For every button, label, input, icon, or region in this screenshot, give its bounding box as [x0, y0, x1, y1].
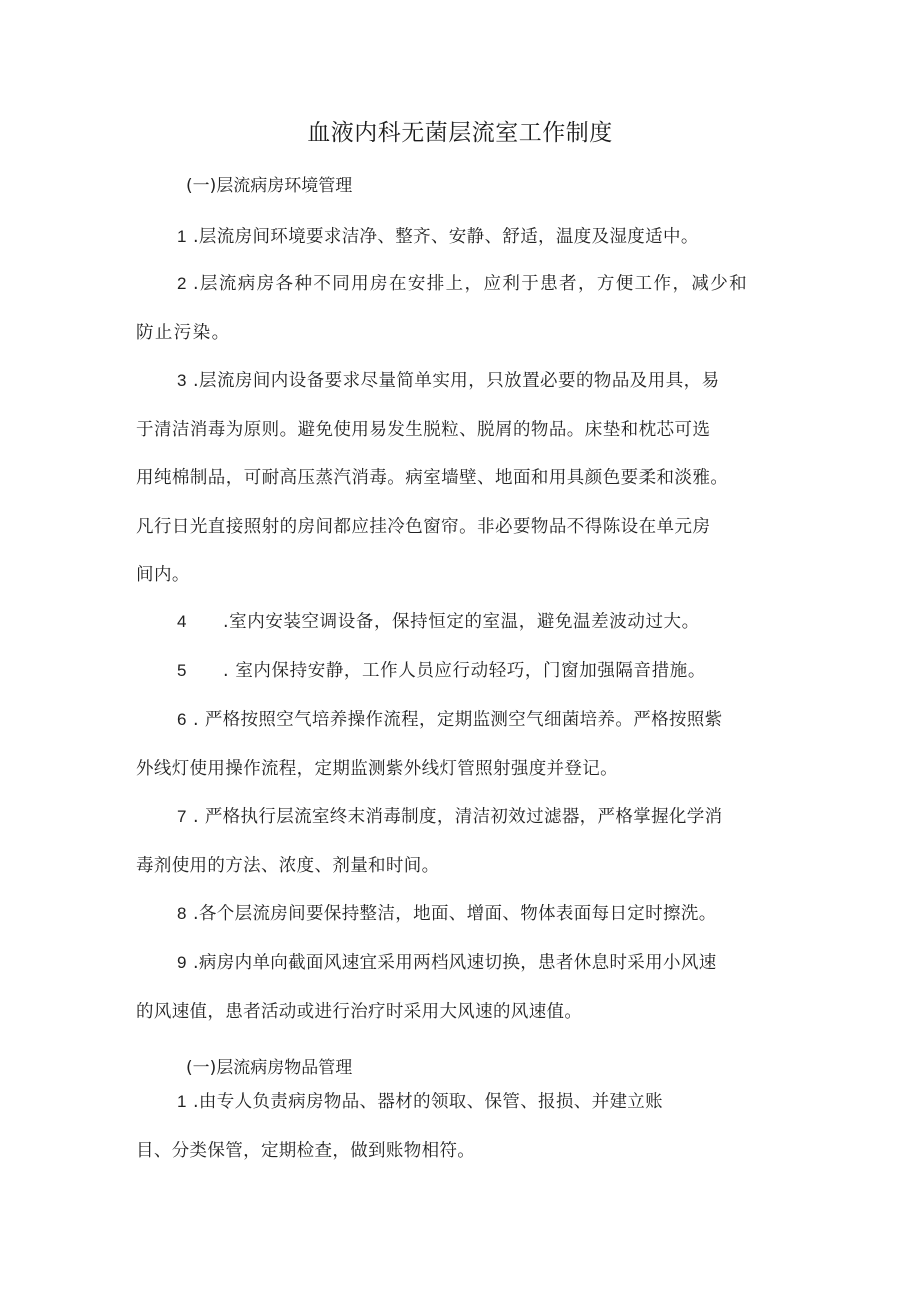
- item-number: 5: [177, 661, 188, 680]
- list-item-env-3: [136, 357, 796, 600]
- list-item-env-9: [136, 939, 796, 1036]
- item-number: 3: [177, 371, 187, 390]
- list-item-env-4: [136, 598, 796, 647]
- item-number: 4: [177, 612, 188, 631]
- document-title: 血液内科无菌层流室工作制度: [307, 120, 613, 146]
- paragraph-line: 8 .各个层流房间要保持整洁，地面、增面、物体表面每日定时擦洗。: [136, 890, 796, 939]
- item-number: 2: [177, 274, 188, 293]
- list-item-env-7: [136, 793, 796, 890]
- paragraph-line: 3 .层流房间内设备要求尽量简单实用，只放置必要的物品及用具，易: [136, 357, 796, 406]
- paragraph-line: 凡行日光直接照射的房间都应挂冷色窗帘。非必要物品不得陈设在单元房: [136, 516, 711, 537]
- item-number: 6: [177, 710, 187, 729]
- item-number: 1: [177, 227, 187, 246]
- section-heading-environment: (一)层流病房环境管理: [186, 176, 353, 196]
- paragraph-line: 6 . 严格按照空气培养操作流程，定期监测空气细菌培养。严格按照紫: [136, 696, 796, 745]
- paragraph-line: 防止污染。: [136, 322, 231, 343]
- list-item-env-6: [136, 696, 796, 793]
- item-number: 9: [177, 953, 187, 972]
- paragraph-line: 目、分类保管，定期检查，做到账物相符。: [136, 1140, 476, 1161]
- item-number: 7: [177, 807, 187, 826]
- list-item-env-1: [136, 213, 796, 262]
- paragraph-line: 1 .层流房间环境要求洁净、整齐、安静、舒适，温度及湿度适中。: [136, 213, 796, 262]
- paragraph-line: 用纯棉制品，可耐高压蒸汽消毒。病室墙壁、地面和用具颜色要柔和淡雅。: [136, 468, 729, 489]
- paragraph-line: 1 .由专人负责病房物品、器材的领取、保管、报损、并建立账: [136, 1078, 796, 1127]
- paragraph-line: 外线灯使用操作流程，定期监测紫外线灯管照射强度并登记。: [136, 758, 618, 779]
- paragraph-line: 于清洁消毒为原则。避免使用易发生脱粒、脱屑的物品。床垫和枕芯可选: [136, 419, 711, 440]
- list-item-env-2: [136, 260, 796, 357]
- paragraph-line: 间内。: [136, 565, 190, 586]
- list-item-env-8: [136, 890, 796, 939]
- paragraph-line: 2 .层流病房各种不同用房在安排上，应利于患者，方便工作，减少和: [136, 260, 796, 309]
- paragraph-line: 5 . 室内保持安静，工作人员应行动轻巧，门窗加强隔音措施。: [136, 647, 796, 696]
- item-number: 8: [177, 904, 187, 923]
- item-number: 1: [177, 1092, 187, 1111]
- paragraph-line: 4 .室内安装空调设备，保持恒定的室温，避免温差波动过大。: [136, 598, 796, 647]
- paragraph-line: 7 . 严格执行层流室终末消毒制度，清洁初效过滤器，严格掌握化学消: [136, 793, 796, 842]
- paragraph-line: 的风速值，患者活动或进行治疗时采用大风速的风速值。: [136, 1001, 583, 1022]
- paragraph-line: 9 .病房内单向截面风速宜采用两档风速切换，患者休息时采用小风速: [136, 939, 796, 988]
- list-item-supplies-1: [136, 1078, 796, 1175]
- section-heading-supplies: (一)层流病房物品管理: [186, 1058, 353, 1078]
- list-item-env-5: [136, 647, 796, 696]
- paragraph-line: 毒剂使用的方法、浓度、剂量和时间。: [136, 855, 440, 876]
